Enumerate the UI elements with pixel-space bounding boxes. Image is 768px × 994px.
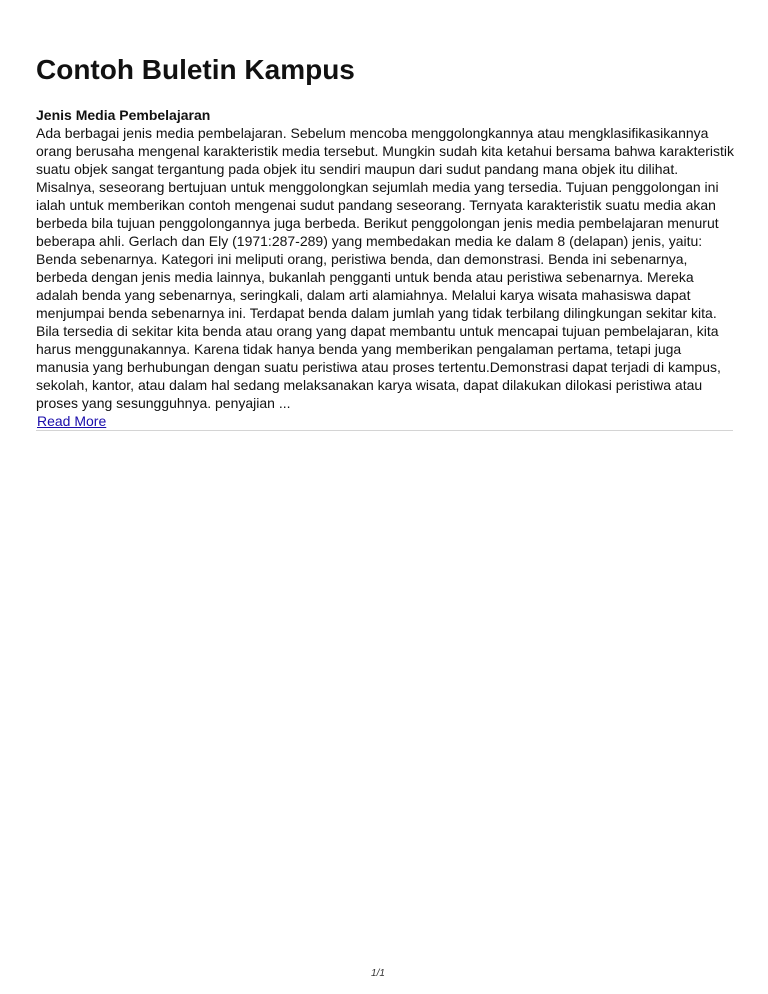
article-line: sekolah, kantor, atau dalam hal sedang melaksanakan karya wisata, dapat dilakukan dilokasi peristiwa atau	[36, 377, 703, 393]
article-line: beberapa ahli. Gerlach dan Ely (1971:287-289) yang membedakan media ke dalam 8 (delapan) jenis, yaitu:	[36, 233, 703, 249]
article	[36, 106, 736, 431]
read-more-link[interactable]: Read More	[37, 413, 107, 429]
article-line: Bila tersedia di sekitar kita benda atau orang yang dapat membantu untuk mencapai tujuan pembelajaran, kita	[36, 323, 719, 339]
article-line: suatu objek sangat tergantung pada objek itu sendiri maupun dari sudut pandang mana objek itu dilihat.	[36, 161, 679, 177]
article-line: berbeda dengan jenis media lainnya, bukanlah pengganti untuk benda atau peristiwa sebenarnya. Mereka	[36, 269, 694, 285]
article-line: ialah untuk memberikan contoh mengenai sudut pandang seseorang. Ternyata karakteristik suatu media akan	[36, 197, 716, 213]
page-title: Contoh Buletin Kampus	[36, 54, 355, 85]
page-number: 1/1	[371, 968, 385, 979]
article-line: Benda sebenarnya. Kategori ini meliputi orang, peristiwa benda, dan demonstrasi. Benda ini sebenarnya,	[36, 251, 688, 267]
article-line: berbeda bila tujuan penggolongannya juga berbeda. Berikut penggolongan jenis media pembelajaran menurut	[36, 215, 719, 231]
article-line: Ada berbagai jenis media pembelajaran. Sebelum mencoba menggolongkannya atau mengklasifikasikannya	[36, 125, 709, 141]
article-line: Misalnya, seseorang bertujuan untuk menggolongkan sejumlah media yang tersedia. Tujuan penggolongan ini	[36, 179, 719, 195]
article-line: manusia yang berhubungan dengan suatu peristiwa atau proses tertentu.Demonstrasi dapat terjadi di kampus,	[36, 359, 721, 375]
article-line: adalah benda yang sebenarnya, seringkali, dalam arti alamiahnya. Melalui karya wisata mahasiswa dapat	[36, 287, 691, 303]
article-line: orang berusaha mengenal karakteristik media tersebut. Mungkin sudah kita ketahui bersama bahwa karakteristik	[36, 143, 735, 159]
article-heading: Jenis Media Pembelajaran	[36, 107, 211, 123]
divider	[36, 430, 733, 431]
article-body	[36, 124, 736, 412]
article-line: harus menggunakannya. Karena tidak hanya benda yang memberikan pengalaman pertama, tetapi juga	[36, 341, 682, 357]
article-line: proses yang sesungguhnya. penyajian ...	[36, 395, 291, 411]
article-line: menjumpai benda sebenarnya ini. Terdapat benda dalam jumlah yang tidak terbilang dilingkungan sekitar kita.	[36, 305, 717, 321]
